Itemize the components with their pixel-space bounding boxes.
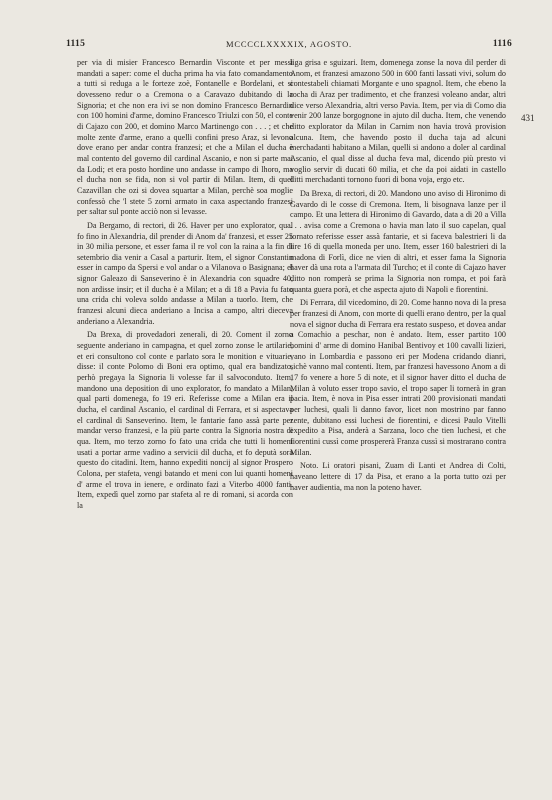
left-text-column — [77, 58, 293, 778]
margin-column-number: 431 — [521, 113, 535, 123]
paragraph: liga grisa e sguizari. Item, domenega zonse la nova dil perder di Anom, et franzesi amazono 500 in 600 fanti lassati vivi, solum do contestabeli chiamati Morgante e uno spagnol. Item, che ebeno la rocha di Araz per tradimento, et che franzesi voleano andar, altri dice verso Alexandria, altri verso Pavia. Item, per via di Como dia venir 200 lanze borgognone in ajuto dil ducha. Item, che venendo ditto explorator da Milan in Carnim non havia trovà provision alcuna. Item, che havendo posto il ducha taja ad alcuni merchadanti habitano a Milan, quelli si andono a doler al cardinal Ascanio, el qual disse al ducha feva mal, dicendo più presto vi voglio servir di ducati 60 milia, et che da poi aidati in castello ditti merchadanti tornono fuori di bona voja, ergo etc. — [290, 58, 506, 185]
right-text-column — [290, 58, 506, 778]
right-page-number: 1116 — [492, 39, 512, 49]
paragraph: Da Brexa, di rectori, di 20. Mandono uno aviso di Hironimo di Gavardo di le cosse di Cremona. Item, li bisognava lanze per il campo. Et una lettera di Hironimo di Gavardo, data a di 20 a Villa . . . avisa come a Cremona o havia man lato il suo capelan, qual tornato referisse esser assà fantarie, et si faceva balestrieri li da lire 16 di quella moneda per uno. Item, esser 160 balestrieri di la madona di Forlì, dice ne vien di altri, et esser fama la Signoria haver dà una rota a l'armata dil Turcho; et il conte di Cajazo haver ditto non romperà se prima la Signoria non rompa, et poi farà quanta guera porà, et che aspecta ajuto di Napoli e fiorentini. — [290, 188, 506, 294]
paragraph: Noto. Li oratori pisani, Zuam di Lanti et Andrea di Colti, haveano lettere di 17 da Pisa, et erano a la porta tutto ozi per haver audientia, ma non la poteno haver. — [290, 461, 506, 492]
paragraph: Di Ferrara, dil vicedomino, di 20. Come hanno nova di la presa per franzesi di Anom, con morte di quelli erano dentro, per la qual nova el signor ducha di Ferrara era restato suspeso, et dovea andar a Comachio a peschar, non è andato. Item, esser partito 100 homini d' arme di domino Hanibal Bentivoy et 100 cavalli lizieri, vano in Lombardia e passono eri per Modena cridando dianri, sichè vanno mal contenti. Item, par franzesi havessono Anom a di 17 fo venere a hore 5 di note, et il signor haver ditto el ducha de Milan à voluto esser tropo savio, el tropo saper li tornerà in gran pacia. Item, è nova in Pisa esser intrati 200 provisionati mandati per luchesi, quali li danno favor, licet non mostrino par fanno zente, dubitano essi luchesi de fiorentini, e dicesi Paulo Vitelli expedito a Pisa, anderà a Sarzana, loco che tien luchesi, et che fiorentini cussì come prospererà Franza cussì si mostrarano contra Milan. — [290, 298, 506, 457]
running-title: MCCCCLXXXXIX, AGOSTO. — [226, 39, 352, 49]
paragraph: Da Brexa, di provedadori zenerali, di 20. Coment il zorno seguente anderiano in campagna, et quel zorno zonse le artilarie, et eri consultono col conte e parlato sora le monition e vituarie, disse: il conte Polomo di Boni era optimo, qual era bandizato, perhò pregaya la Signoria li volesse far il salvoconduto. Item, mandono una deposition di uno explorator, fo mandato a Milan, qual parti domenega, fo 19 eri. Referisse come a Milan era il ducha, el cardinal Ascanio, el cardinal di Ferrara, et si aspectava el cardinal di Sanseverino. Item, le fantarie fano assà parte per mandar verso franzesi, e la più parte contra la Signoria nostra di qua. Item, mo terzo zorno fo fato una crida che tutti li homeni usati a portar arme vadino a servicii dil ducha, et fo deputà sora questo do citadini. Item, hanno expediti noncij al signor Prospero Colona, per stafeta, vengi batando et meni con lui quanti homeni d' arme el trova in ienere, e ordinato fazi a Viterbo 4000 fanti. Item, expedì quel zorno par stafeta al re di romani, si acorda con la — [77, 330, 293, 510]
running-header — [66, 39, 512, 53]
paragraph: per via di misier Francesco Bernardin Visconte et per messi mandati a saper: come el ducha prima ha via fato comandamento a tutti si reduga a le forteze zoè, Fontanelle e Bordelani, et si dovesseno redur o a Cremona o a Caravazo dubitando di la Signoria; et che non era ivi se non domino Francesco Bernardin con 100 homini d'arme, domino Francesco Triulzi con 50, el conte di Cajazo con 200, et domino Marco Martinengo con . . . ; et che molte zente d'arme, erano a quelli confini preso Araz, si levono dove erano per andar contra franzesi; et che a Milan el ducha è mal contento del governo dil cardinal Ascanio, e non si parte mai da Lodi; et era posto hordine uno andasse in campo di lhoro, ma el ducha non se fida, non si vol partir di Milan. Item, di quel Cazavillan che ozi si dovea squartar a Milan, perchè soa moglie confessò che 'l stete 5 zorni armato in caxa aspectando franzesi per saltar sul ponte acciò non si levasse. — [77, 58, 293, 217]
left-page-number: 1115 — [66, 39, 86, 49]
paragraph: Da Bergamo, di rectori, di 26. Haver per uno explorator, qual fo fino in Alexandria, dil prender di Anom da' franzesi, et esser 25 in 30 milia persone, et esser fama il re vol con la raina a la fin di setembrio dia venir a Casal a parturir. Item, el signor Constantin esser in campo da Spersi e vol andar o a Vilanova o Basignana; el signor Galeazo di Sanseverino è in Alexandria con squadre 40, non ardisse insir; et il ducha è a Milan; et a di 18 a Pavia fu fato una crida chi voleva soldo andasse a Milan a tuorlo. Item, che franzesi alcuni dieca anderiano a Incisa a campo, altri dieceva anderiano a Alexandria. — [77, 220, 293, 326]
